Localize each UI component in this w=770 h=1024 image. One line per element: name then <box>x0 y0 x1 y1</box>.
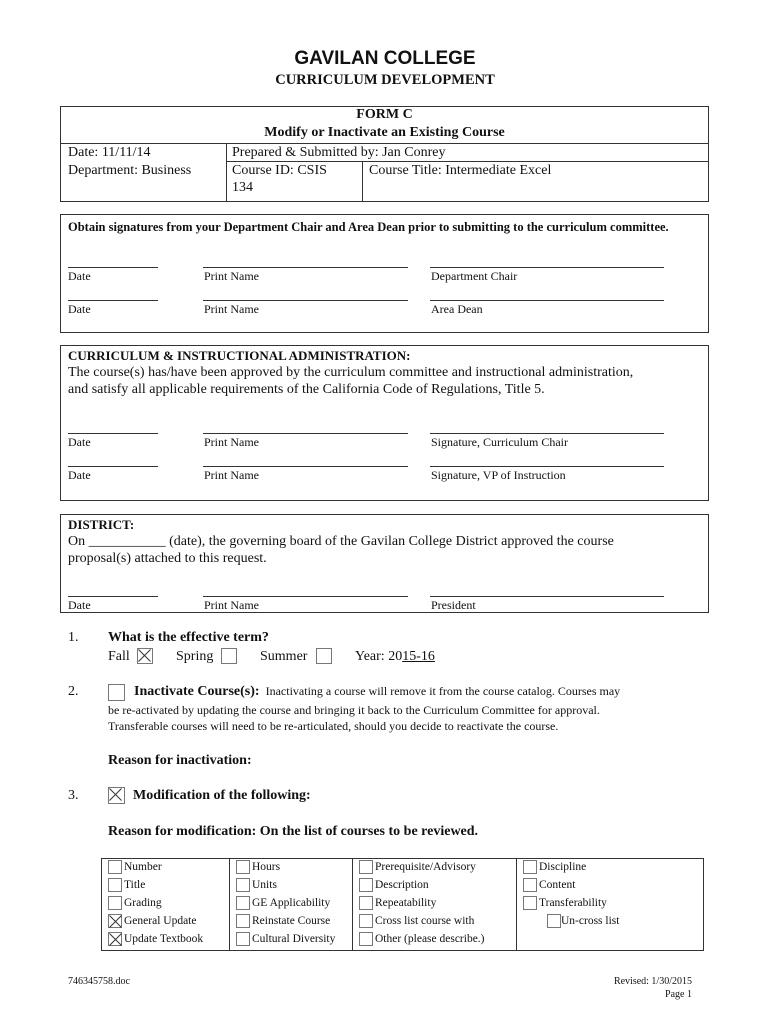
mod-option[interactable] <box>230 895 352 913</box>
summer-label: Summer <box>260 649 308 664</box>
question-1-number: 1. <box>68 630 79 645</box>
sig-print-label: Print Name <box>204 435 259 449</box>
footer-filename: 746345758.doc <box>68 976 130 987</box>
sig-print-label: Print Name <box>204 302 259 316</box>
mod-option-checkbox[interactable] <box>108 878 122 892</box>
mod-option[interactable] <box>102 931 229 949</box>
mod-option[interactable] <box>353 931 516 949</box>
mod-option[interactable] <box>517 877 703 895</box>
mod-option-checkbox[interactable] <box>108 860 122 874</box>
question-3-number: 3. <box>68 788 79 803</box>
form-date: Date: 11/11/14 <box>68 145 151 160</box>
mod-option-label: Cross list course with <box>375 915 475 927</box>
sig-print-label: Print Name <box>204 269 259 283</box>
summer-checkbox[interactable] <box>316 648 332 664</box>
mod-option[interactable] <box>102 895 229 913</box>
question-2-number: 2. <box>68 684 79 699</box>
mod-column-4 <box>517 859 704 951</box>
mod-option-label: Number <box>124 861 162 873</box>
modification-label: Modification of the following: <box>133 788 311 803</box>
district-heading: DISTRICT: <box>68 517 135 532</box>
fall-label: Fall <box>108 649 130 664</box>
mod-option-label: Reinstate Course <box>252 915 331 927</box>
department-title: CURRICULUM DEVELOPMENT <box>275 72 495 88</box>
president-label: President <box>431 598 476 612</box>
year-field <box>355 649 435 665</box>
mod-option[interactable] <box>102 859 229 877</box>
department-chair-label: Department Chair <box>431 269 518 283</box>
mod-column-1 <box>102 859 230 951</box>
course-id-number: 134 <box>232 180 253 195</box>
mod-option-label: General Update <box>124 915 197 927</box>
mod-option-checkbox[interactable] <box>236 878 250 892</box>
inactivate-checkbox[interactable] <box>108 684 125 701</box>
mod-option[interactable] <box>230 877 352 895</box>
mod-option-label: Units <box>252 879 277 891</box>
form-box-row-divider <box>226 161 709 162</box>
footer-page: Page 1 <box>665 989 692 1000</box>
curriculum-text-1: The course(s) has/have been approved by the curriculum committee and instructional administration, <box>68 365 634 380</box>
mod-option-checkbox[interactable] <box>108 932 122 946</box>
mod-option-label: Content <box>539 879 576 891</box>
mod-option-checkbox[interactable] <box>359 896 373 910</box>
sig-date-label: Date <box>68 435 91 449</box>
mod-option[interactable] <box>353 913 516 931</box>
mod-option[interactable] <box>230 931 352 949</box>
mod-option-label: Prerequisite/Advisory <box>375 861 476 873</box>
mod-option-checkbox[interactable] <box>523 878 537 892</box>
mod-option-checkbox[interactable] <box>359 860 373 874</box>
vp-instruction-label: Signature, VP of Instruction <box>431 468 566 482</box>
mod-option[interactable] <box>353 895 516 913</box>
mod-option-label: Title <box>124 879 146 891</box>
mod-option-label: Update Textbook <box>124 933 204 945</box>
year-label: Year: 20 <box>355 649 403 664</box>
sig-date-label: Date <box>68 269 91 283</box>
sig-print-label: Print Name <box>204 598 259 612</box>
mod-option[interactable] <box>102 877 229 895</box>
mod-option[interactable] <box>230 859 352 877</box>
mod-option-label: Other (please describe.) <box>375 933 485 945</box>
question-1-text: What is the effective term? <box>108 630 269 645</box>
curriculum-chair-label: Signature, Curriculum Chair <box>431 435 568 449</box>
mod-option-label: Grading <box>124 897 162 909</box>
prepared-by: Prepared & Submitted by: Jan Conrey <box>232 145 446 160</box>
mod-option-label: Hours <box>252 861 281 873</box>
sig-print-label: Print Name <box>204 468 259 482</box>
mod-option[interactable] <box>353 877 516 895</box>
inactivate-line-1 <box>134 684 620 700</box>
course-id: Course ID: CSIS <box>232 163 327 178</box>
curriculum-heading: CURRICULUM & INSTRUCTIONAL ADMINISTRATION: <box>68 348 411 363</box>
inactivate-text-3: Transferable courses will need to be re-articulated, should you decide to reactivate the course. <box>108 719 559 733</box>
mod-column-2 <box>230 859 353 951</box>
mod-option[interactable] <box>517 895 703 913</box>
mod-option-label: Cultural Diversity <box>252 933 336 945</box>
mod-option[interactable] <box>353 859 516 877</box>
curriculum-text-2: and satisfy all applicable requirements of the California Code of Regulations, Title 5. <box>68 382 545 397</box>
mod-option-checkbox[interactable] <box>359 878 373 892</box>
district-text-2: proposal(s) attached to this request. <box>68 551 267 566</box>
mod-option-checkbox[interactable] <box>236 860 250 874</box>
mod-option-checkbox[interactable] <box>523 896 537 910</box>
form-box-divider <box>60 143 709 144</box>
modification-checkbox[interactable] <box>108 787 125 804</box>
mod-option-checkbox[interactable] <box>108 896 122 910</box>
mod-option[interactable] <box>102 913 229 931</box>
mod-option-checkbox[interactable] <box>359 932 373 946</box>
form-title: Modify or Inactivate an Existing Course <box>264 125 505 140</box>
mod-option-label: Repeatability <box>375 897 437 909</box>
mod-option-checkbox[interactable] <box>359 914 373 928</box>
course-title: Course Title: Intermediate Excel <box>369 163 552 178</box>
mod-option-label: Description <box>375 879 429 891</box>
area-dean-label: Area Dean <box>431 302 483 316</box>
form-label: FORM C <box>356 107 413 122</box>
spring-checkbox[interactable] <box>221 648 237 664</box>
mod-option-label: Discipline <box>539 861 587 873</box>
mod-option-checkbox[interactable] <box>236 932 250 946</box>
spring-label: Spring <box>176 649 214 664</box>
mod-option[interactable] <box>517 913 703 931</box>
reason-modification-label: Reason for modification: On the list of courses to be reviewed. <box>108 824 479 839</box>
signature-instruction: Obtain signatures from your Department Chair and Area Dean prior to submitting to the curriculum committee. <box>68 220 669 234</box>
mod-option[interactable] <box>230 913 352 931</box>
mod-option-label: Transferability <box>539 897 607 909</box>
sig-date-label: Date <box>68 302 91 316</box>
mod-option-checkbox[interactable] <box>108 914 122 928</box>
inactivate-text-2: be re-activated by updating the course and bringing it back to the Curriculum Committee for approval. <box>108 703 600 717</box>
college-title: GAVILAN COLLEGE <box>294 48 476 69</box>
sig-date-label: Date <box>68 598 91 612</box>
year-value[interactable]: 15-16 <box>402 649 435 664</box>
mod-column-3 <box>353 859 517 951</box>
form-department: Department: Business <box>68 163 192 178</box>
mod-option-checkbox[interactable] <box>523 860 537 874</box>
modifications-table <box>101 858 704 951</box>
reason-inactivation-label: Reason for inactivation: <box>108 753 252 768</box>
footer-revised: Revised: 1/30/2015 <box>613 976 692 987</box>
fall-checkbox[interactable] <box>137 648 153 664</box>
form-box-col-divider <box>226 143 227 202</box>
district-text-1: On ___________ (date), the governing board of the Gavilan College District approved the course <box>68 534 614 549</box>
sig-date-label: Date <box>68 468 91 482</box>
mod-option-label: GE Applicability <box>252 897 331 909</box>
mod-option-checkbox[interactable] <box>236 896 250 910</box>
mod-option-checkbox[interactable] <box>547 914 561 928</box>
inactivate-label: Inactivate Course(s): <box>134 684 260 699</box>
mod-option[interactable] <box>517 859 703 877</box>
mod-option-checkbox[interactable] <box>236 914 250 928</box>
form-box-col-divider-2 <box>362 161 363 202</box>
mod-option-label: Un-cross list <box>561 915 620 927</box>
inactivate-text-1: Inactivating a course will remove it from the course catalog. Courses may <box>265 684 621 698</box>
